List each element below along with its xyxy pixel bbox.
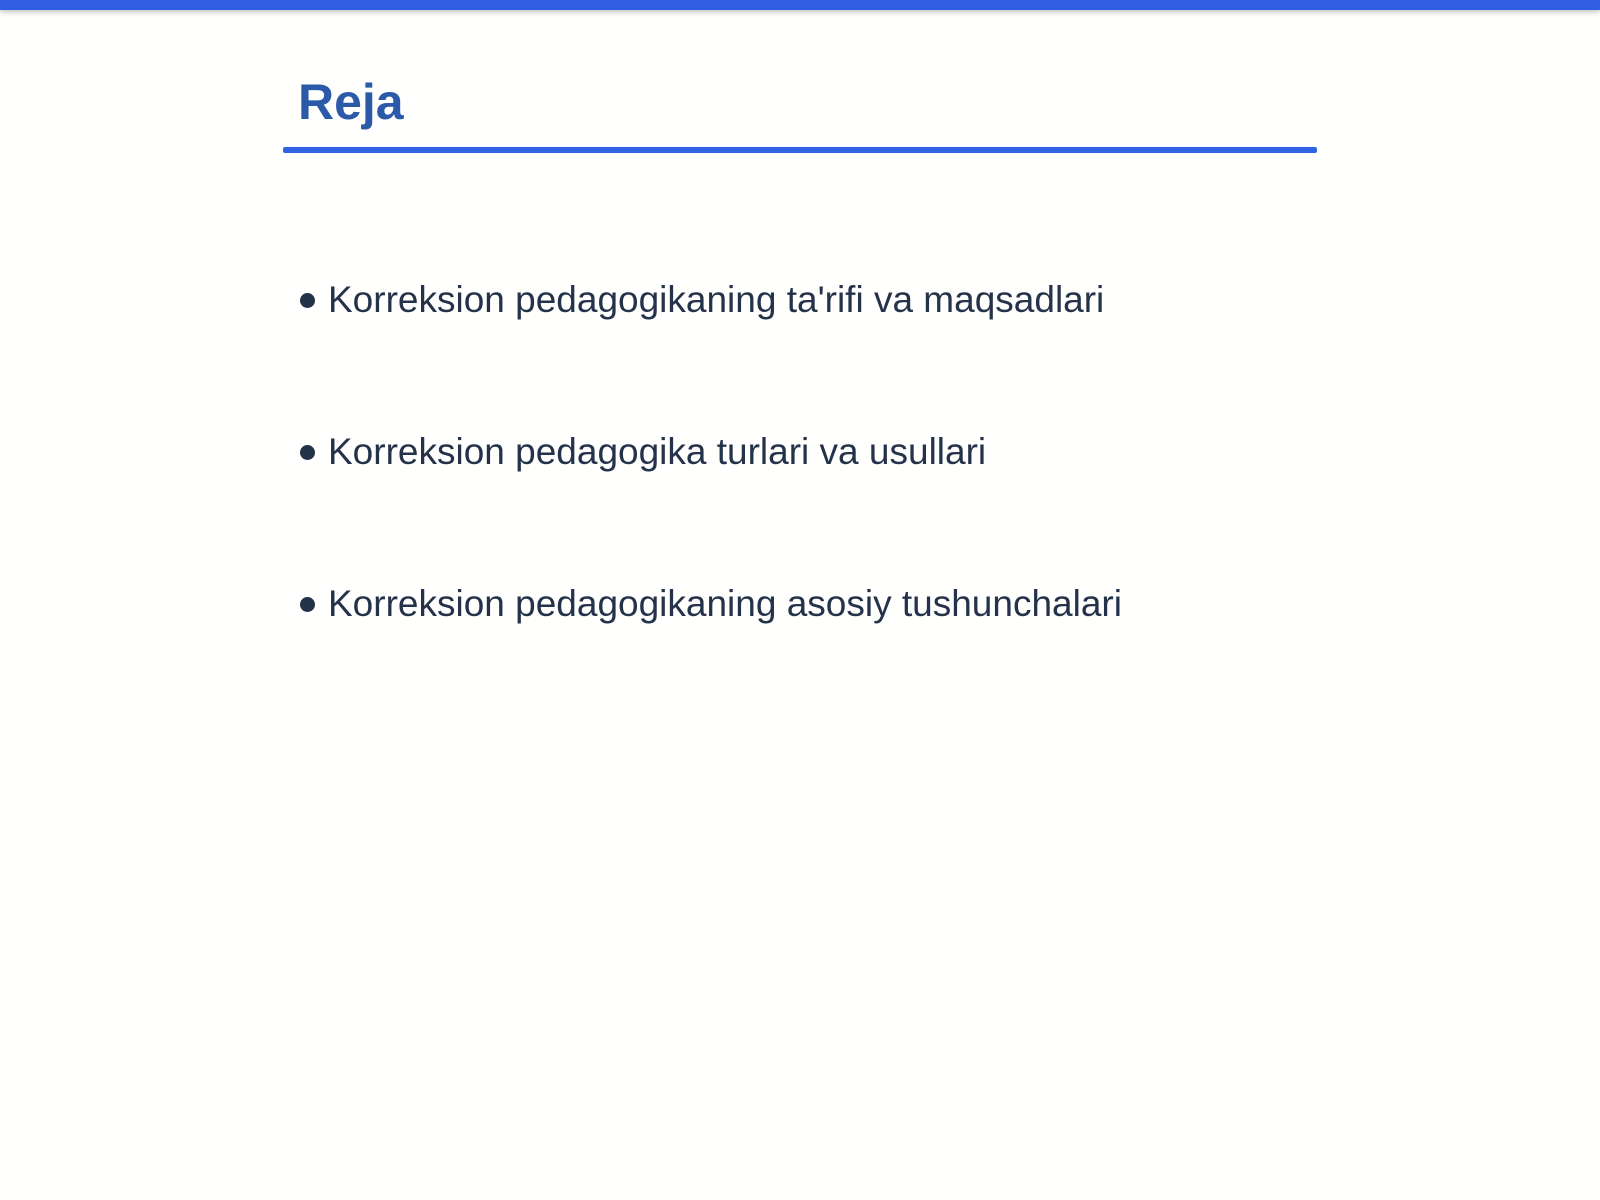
title-underline — [283, 147, 1317, 153]
list-item-text: Korreksion pedagogikaning asosiy tushunchalari — [328, 583, 1122, 624]
bullet-icon — [300, 445, 315, 460]
bullet-icon — [300, 597, 315, 612]
list-item-text: Korreksion pedagogikaning ta'rifi va maqsadlari — [328, 279, 1105, 320]
bullet-icon — [300, 293, 315, 308]
list-item-text: Korreksion pedagogika turlari va usullari — [328, 431, 987, 472]
slide-title: Reja — [298, 74, 404, 130]
